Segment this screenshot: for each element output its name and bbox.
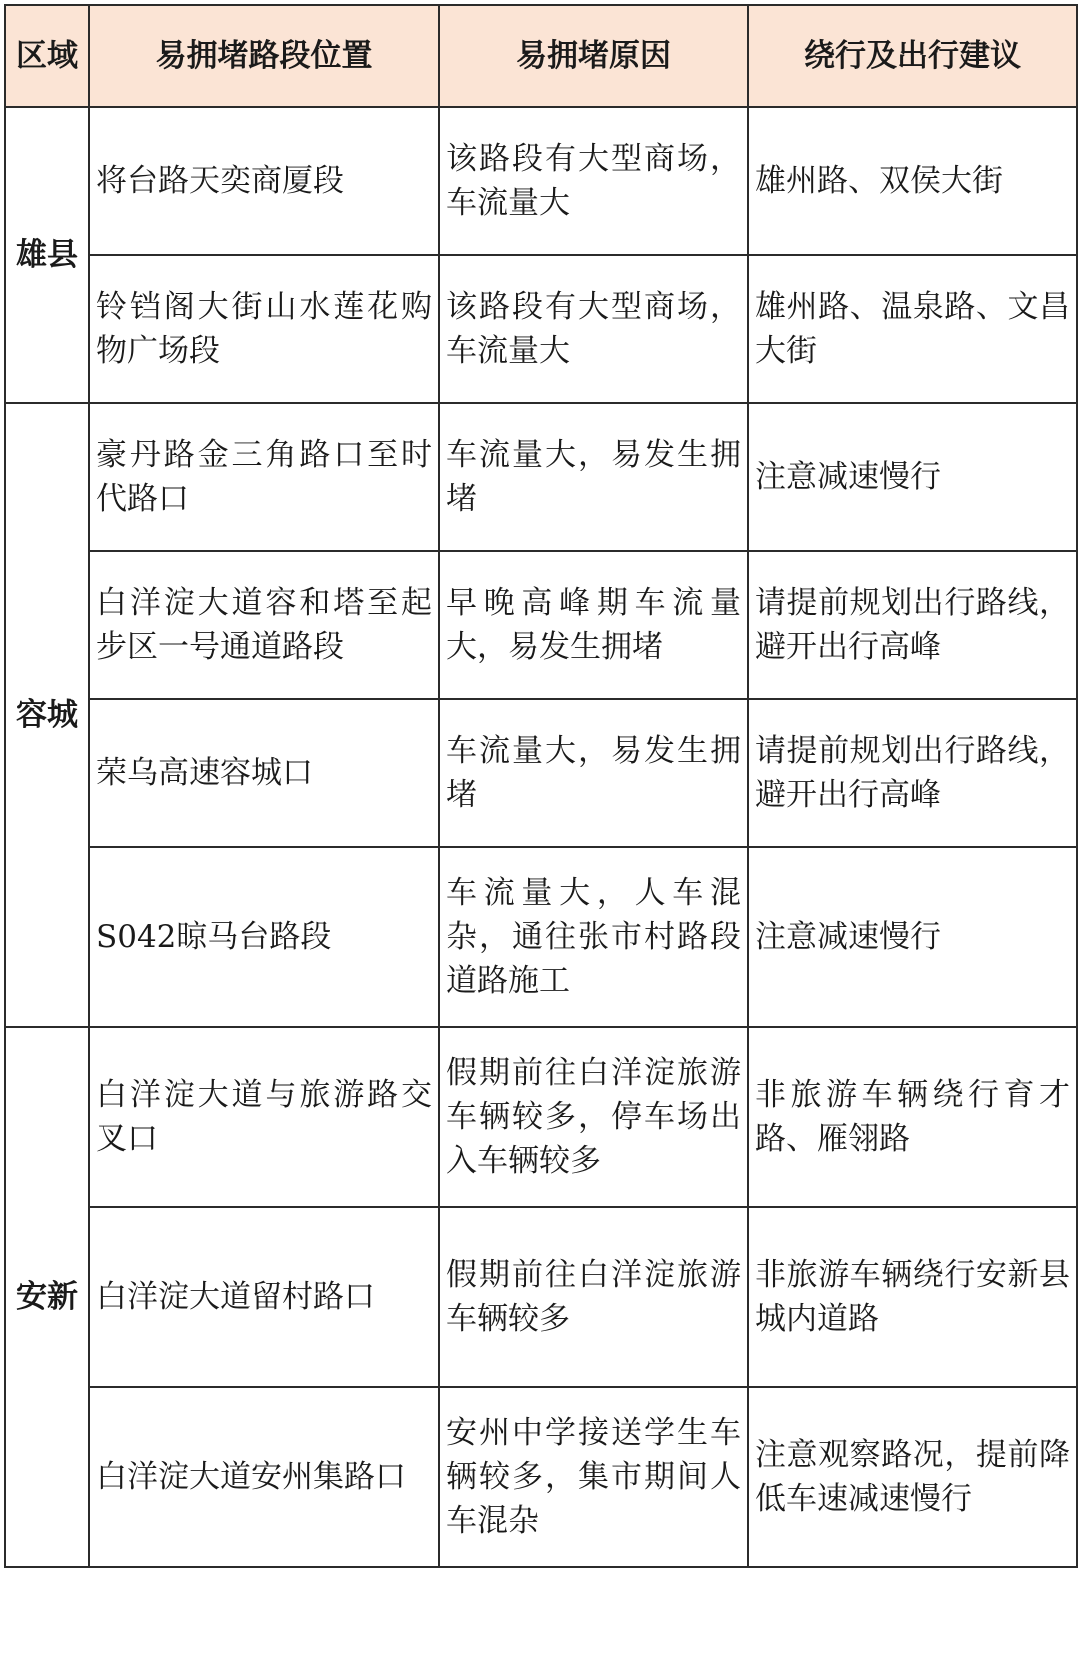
traffic-table-container bbox=[4, 4, 1078, 1568]
location-cell: 白洋淀大道容和塔至起步区一号通道路段 bbox=[89, 551, 439, 699]
header-row bbox=[5, 5, 1077, 107]
advice-cell: 请提前规划出行路线，避开出行高峰 bbox=[748, 699, 1077, 847]
table-row bbox=[5, 551, 1077, 699]
advice-cell: 非旅游车辆绕行育才路、雁翎路 bbox=[748, 1027, 1077, 1207]
reason-cell: 车流量大，易发生拥堵 bbox=[439, 699, 748, 847]
location-cell: S042晾马台路段 bbox=[89, 847, 439, 1027]
advice-cell: 注意观察路况，提前降低车速减速慢行 bbox=[748, 1387, 1077, 1567]
table-row bbox=[5, 255, 1077, 403]
header-advice: 绕行及出行建议 bbox=[748, 5, 1077, 107]
header-location: 易拥堵路段位置 bbox=[89, 5, 439, 107]
reason-cell: 车流量大，人车混杂，通往张市村路段道路施工 bbox=[439, 847, 748, 1027]
location-cell: 豪丹路金三角路口至时代路口 bbox=[89, 403, 439, 551]
region-cell-xiongxian: 雄县 bbox=[5, 107, 89, 403]
region-cell-rongcheng: 容城 bbox=[5, 403, 89, 1027]
advice-cell: 注意减速慢行 bbox=[748, 847, 1077, 1027]
table-row bbox=[5, 107, 1077, 255]
table-row bbox=[5, 403, 1077, 551]
reason-cell: 假期前往白洋淀旅游车辆较多 bbox=[439, 1207, 748, 1387]
traffic-congestion-table bbox=[4, 4, 1078, 1568]
table-row bbox=[5, 1207, 1077, 1387]
table-row bbox=[5, 847, 1077, 1027]
header-region: 区域 bbox=[5, 5, 89, 107]
region-cell-anxin: 安新 bbox=[5, 1027, 89, 1567]
reason-cell: 假期前往白洋淀旅游车辆较多，停车场出入车辆较多 bbox=[439, 1027, 748, 1207]
advice-cell: 注意减速慢行 bbox=[748, 403, 1077, 551]
location-cell: 白洋淀大道留村路口 bbox=[89, 1207, 439, 1387]
table-body bbox=[5, 107, 1077, 1567]
advice-cell: 请提前规划出行路线，避开出行高峰 bbox=[748, 551, 1077, 699]
location-cell: 白洋淀大道安州集路口 bbox=[89, 1387, 439, 1567]
advice-cell: 雄州路、温泉路、文昌大街 bbox=[748, 255, 1077, 403]
table-row bbox=[5, 699, 1077, 847]
header-reason: 易拥堵原因 bbox=[439, 5, 748, 107]
advice-cell: 非旅游车辆绕行安新县城内道路 bbox=[748, 1207, 1077, 1387]
reason-cell: 早晚高峰期车流量大，易发生拥堵 bbox=[439, 551, 748, 699]
advice-cell: 雄州路、双侯大街 bbox=[748, 107, 1077, 255]
reason-cell: 该路段有大型商场，车流量大 bbox=[439, 255, 748, 403]
table-header bbox=[5, 5, 1077, 107]
reason-cell: 安州中学接送学生车辆较多，集市期间人车混杂 bbox=[439, 1387, 748, 1567]
location-cell: 白洋淀大道与旅游路交叉口 bbox=[89, 1027, 439, 1207]
location-cell: 将台路天奕商厦段 bbox=[89, 107, 439, 255]
table-row bbox=[5, 1027, 1077, 1207]
table-row bbox=[5, 1387, 1077, 1567]
location-cell: 荣乌高速容城口 bbox=[89, 699, 439, 847]
reason-cell: 车流量大，易发生拥堵 bbox=[439, 403, 748, 551]
reason-cell: 该路段有大型商场，车流量大 bbox=[439, 107, 748, 255]
location-cell: 铃铛阁大街山水莲花购物广场段 bbox=[89, 255, 439, 403]
